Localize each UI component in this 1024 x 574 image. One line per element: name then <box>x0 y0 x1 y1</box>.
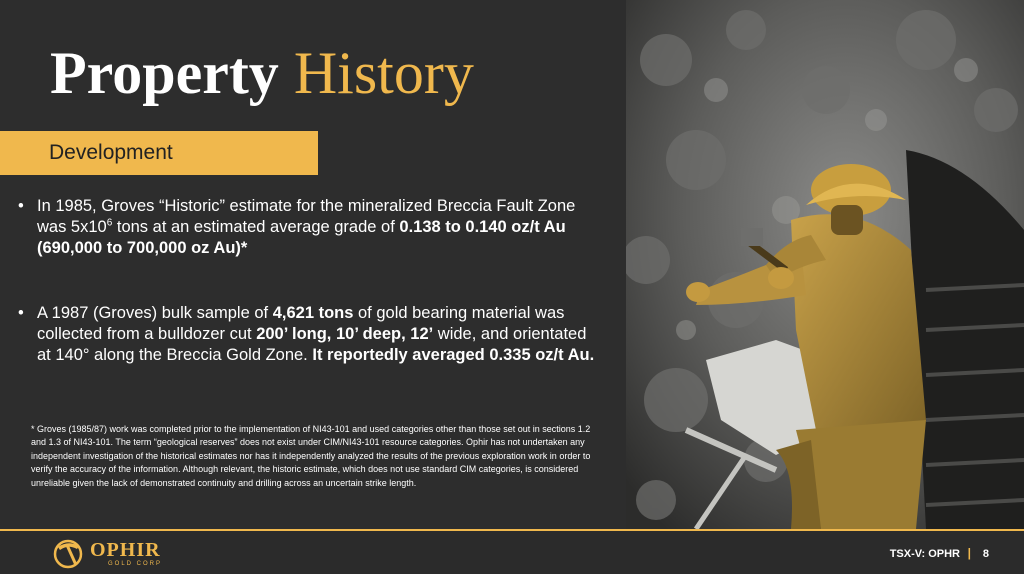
footer-separator: | <box>967 546 971 560</box>
bullet-list <box>18 196 598 366</box>
bullet-item-1987-sample <box>18 303 598 366</box>
logo-subtitle: GOLD CORP <box>108 561 163 567</box>
bullet-1-grade: 0.138 to 0.140 oz/t Au (690,000 to 700,000 oz Au)* <box>37 218 566 257</box>
logo-wordmark: OPHIR <box>90 539 161 561</box>
bullet-2-text-b: of gold bearing material was collected from a bulldozer cut <box>37 304 565 343</box>
bullet-1-text-b: tons at an estimated average grade of <box>112 218 400 236</box>
bullet-2-result: It reportedly averaged 0.335 oz/t Au. <box>312 346 595 364</box>
disclaimer-footnote: * Groves (1985/87) work was completed prior to the implementation of NI43-101 and used categories other than those set out in sections 1.2 and 1.3 of NI43-101. The term “geological reserves” does not exist under CIM/NI43-101 resource categories. Ophir has not undertaken any independent investigation of the historical estimates nor has it independently analyzed the results of the previous exploration work in order to verify the accuracy of the information. Although relevant, the historic estimate, which does not use standard CIM categories, is considered unreliable given the lack of demonstrated continuity and drilling across an uncertain strike length. <box>31 424 591 488</box>
bullet-1-text-a: In 1985, Groves “Historic” estimate for the mineralized Breccia Fault Zone was 5x10 <box>37 197 576 236</box>
section-label: Development <box>49 141 173 164</box>
page-title <box>50 38 474 108</box>
footer-bar <box>0 531 1024 574</box>
bullet-2-text-c: wide, and orientated at 140° along the Breccia Gold Zone. <box>37 325 587 364</box>
page-number: 8 <box>982 548 989 560</box>
title-word-2: History <box>293 40 474 106</box>
miner-photo <box>626 0 1024 529</box>
bullet-1-exponent: 6 <box>106 217 113 229</box>
company-logo <box>52 537 192 571</box>
bullet-2-dimensions: 200’ long, 10’ deep, 12’ <box>256 325 434 343</box>
pickaxe-logo-icon <box>52 537 86 571</box>
bullet-2-text-a: A 1987 (Groves) bulk sample of <box>37 304 273 322</box>
ticker-symbol: TSX-V: OPHR <box>889 548 960 560</box>
bullet-item-1985-estimate <box>18 196 598 259</box>
bullet-2-tonnage: 4,621 tons <box>272 304 354 322</box>
title-word-1: Property <box>50 40 279 106</box>
section-banner <box>0 131 318 175</box>
